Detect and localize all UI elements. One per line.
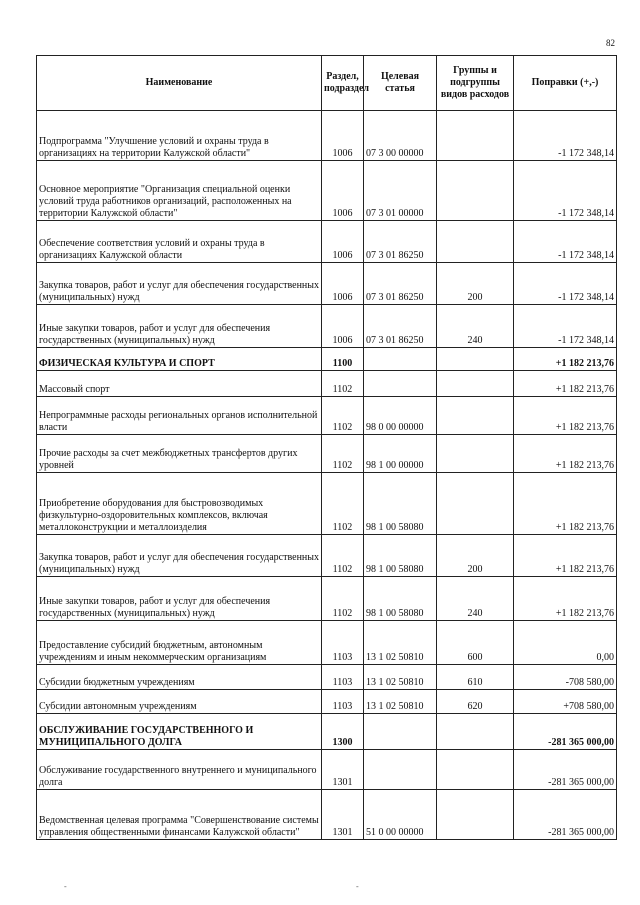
row-amount: -708 580,00 xyxy=(514,665,617,690)
table-row xyxy=(37,473,617,535)
row-target: 07 3 01 00000 xyxy=(364,161,437,221)
row-section: 1102 xyxy=(322,397,364,435)
row-amount: +1 182 213,76 xyxy=(514,577,617,621)
row-section: 1102 xyxy=(322,435,364,473)
row-amount: +1 182 213,76 xyxy=(514,371,617,397)
scan-mark: - xyxy=(64,882,67,891)
budget-amendments-table xyxy=(36,55,617,840)
table-header-row xyxy=(37,56,617,111)
row-group: 200 xyxy=(437,535,514,577)
row-section: 1103 xyxy=(322,665,364,690)
row-name: Обслуживание государственного внутреннего и муниципального долга xyxy=(37,750,322,790)
row-group xyxy=(437,790,514,840)
row-name: Предоставление субсидий бюджетным, автономным учреждениям и иным некоммерческим организациям xyxy=(37,621,322,665)
table-row xyxy=(37,221,617,263)
row-target: 98 0 00 00000 xyxy=(364,397,437,435)
row-amount: -281 365 000,00 xyxy=(514,714,617,750)
row-name: Субсидии автономным учреждениям xyxy=(37,690,322,714)
header-groups: Группы и подгруппы видов расходов xyxy=(437,56,514,111)
row-target: 13 1 02 50810 xyxy=(364,665,437,690)
row-name: Закупка товаров, работ и услуг для обеспечения государственных (муниципальных) нужд xyxy=(37,263,322,305)
row-name: Иные закупки товаров, работ и услуг для обеспечения государственных (муниципальных) нужд xyxy=(37,577,322,621)
row-amount: -1 172 348,14 xyxy=(514,161,617,221)
table-row xyxy=(37,790,617,840)
row-section: 1100 xyxy=(322,348,364,371)
row-section: 1006 xyxy=(322,161,364,221)
row-group xyxy=(437,348,514,371)
row-group: 200 xyxy=(437,263,514,305)
row-amount: +1 182 213,76 xyxy=(514,535,617,577)
header-section: Раздел, подраздел xyxy=(322,56,364,111)
table-row xyxy=(37,397,617,435)
row-section: 1102 xyxy=(322,535,364,577)
row-section: 1301 xyxy=(322,750,364,790)
row-target: 51 0 00 00000 xyxy=(364,790,437,840)
header-amendments: Поправки (+,-) xyxy=(514,56,617,111)
row-group: 610 xyxy=(437,665,514,690)
table-row xyxy=(37,690,617,714)
row-section: 1103 xyxy=(322,690,364,714)
table-row xyxy=(37,665,617,690)
row-amount: +1 182 213,76 xyxy=(514,435,617,473)
row-amount: -1 172 348,14 xyxy=(514,111,617,161)
row-section: 1006 xyxy=(322,221,364,263)
row-target: 98 1 00 58080 xyxy=(364,577,437,621)
row-group xyxy=(437,161,514,221)
row-name: Субсидии бюджетным учреждениям xyxy=(37,665,322,690)
table-row xyxy=(37,535,617,577)
table-row-section-total xyxy=(37,714,617,750)
table-row xyxy=(37,750,617,790)
row-section: 1102 xyxy=(322,473,364,535)
scan-mark: - xyxy=(356,882,359,891)
row-amount: +708 580,00 xyxy=(514,690,617,714)
row-section: 1006 xyxy=(322,263,364,305)
row-name: Иные закупки товаров, работ и услуг для обеспечения государственных (муниципальных) нужд xyxy=(37,305,322,348)
row-target xyxy=(364,348,437,371)
table-row xyxy=(37,305,617,348)
row-target: 07 3 00 00000 xyxy=(364,111,437,161)
row-amount: -1 172 348,14 xyxy=(514,263,617,305)
row-group: 620 xyxy=(437,690,514,714)
row-name: Непрограммные расходы региональных органов исполнительной власти xyxy=(37,397,322,435)
row-name: Прочие расходы за счет межбюджетных трансфертов других уровней xyxy=(37,435,322,473)
row-name: ОБСЛУЖИВАНИЕ ГОСУДАРСТВЕННОГО И МУНИЦИПАЛЬНОГО ДОЛГА xyxy=(37,714,322,750)
row-amount: -281 365 000,00 xyxy=(514,750,617,790)
row-section: 1006 xyxy=(322,305,364,348)
row-group: 240 xyxy=(437,305,514,348)
row-name: Ведомственная целевая программа "Совершенствование системы управления общественными финансами Калужской области" xyxy=(37,790,322,840)
row-group xyxy=(437,473,514,535)
row-group xyxy=(437,750,514,790)
page-number: 82 xyxy=(606,38,615,48)
row-target xyxy=(364,714,437,750)
row-group xyxy=(437,435,514,473)
row-target: 98 1 00 00000 xyxy=(364,435,437,473)
row-amount: -1 172 348,14 xyxy=(514,221,617,263)
header-name: Наименование xyxy=(37,56,322,111)
row-name: Подпрограмма "Улучшение условий и охраны труда в организациях на территории Калужской области" xyxy=(37,111,322,161)
row-group xyxy=(437,714,514,750)
row-target xyxy=(364,371,437,397)
row-target: 13 1 02 50810 xyxy=(364,690,437,714)
row-name: Приобретение оборудования для быстровозводимых физкультурно-оздоровительных комплексов, включая металлоконструкции и металлоизделия xyxy=(37,473,322,535)
row-section: 1102 xyxy=(322,371,364,397)
row-section: 1103 xyxy=(322,621,364,665)
header-target: Целевая статья xyxy=(364,56,437,111)
table-row xyxy=(37,263,617,305)
table-row-section-total xyxy=(37,348,617,371)
table-row xyxy=(37,435,617,473)
row-target: 07 3 01 86250 xyxy=(364,263,437,305)
row-name: Закупка товаров, работ и услуг для обеспечения государственных (муниципальных) нужд xyxy=(37,535,322,577)
row-amount: 0,00 xyxy=(514,621,617,665)
row-amount: +1 182 213,76 xyxy=(514,473,617,535)
table-row xyxy=(37,371,617,397)
row-amount: +1 182 213,76 xyxy=(514,348,617,371)
row-group xyxy=(437,111,514,161)
row-name: ФИЗИЧЕСКАЯ КУЛЬТУРА И СПОРТ xyxy=(37,348,322,371)
row-amount: -1 172 348,14 xyxy=(514,305,617,348)
row-group: 600 xyxy=(437,621,514,665)
table-row xyxy=(37,621,617,665)
row-target: 98 1 00 58080 xyxy=(364,473,437,535)
row-group xyxy=(437,397,514,435)
table-row xyxy=(37,577,617,621)
row-group xyxy=(437,371,514,397)
row-target: 07 3 01 86250 xyxy=(364,305,437,348)
row-amount: +1 182 213,76 xyxy=(514,397,617,435)
table-row xyxy=(37,161,617,221)
row-section: 1006 xyxy=(322,111,364,161)
row-target: 13 1 02 50810 xyxy=(364,621,437,665)
row-section: 1102 xyxy=(322,577,364,621)
row-group: 240 xyxy=(437,577,514,621)
table-row xyxy=(37,111,617,161)
row-name: Массовый спорт xyxy=(37,371,322,397)
row-amount: -281 365 000,00 xyxy=(514,790,617,840)
row-section: 1300 xyxy=(322,714,364,750)
row-section: 1301 xyxy=(322,790,364,840)
row-group xyxy=(437,221,514,263)
row-target: 07 3 01 86250 xyxy=(364,221,437,263)
row-target: 98 1 00 58080 xyxy=(364,535,437,577)
row-target xyxy=(364,750,437,790)
row-name: Обеспечение соответствия условий и охраны труда в организациях Калужской области xyxy=(37,221,322,263)
row-name: Основное мероприятие "Организация специальной оценки условий труда работников организаций, расположенных на территории Калужской области" xyxy=(37,161,322,221)
